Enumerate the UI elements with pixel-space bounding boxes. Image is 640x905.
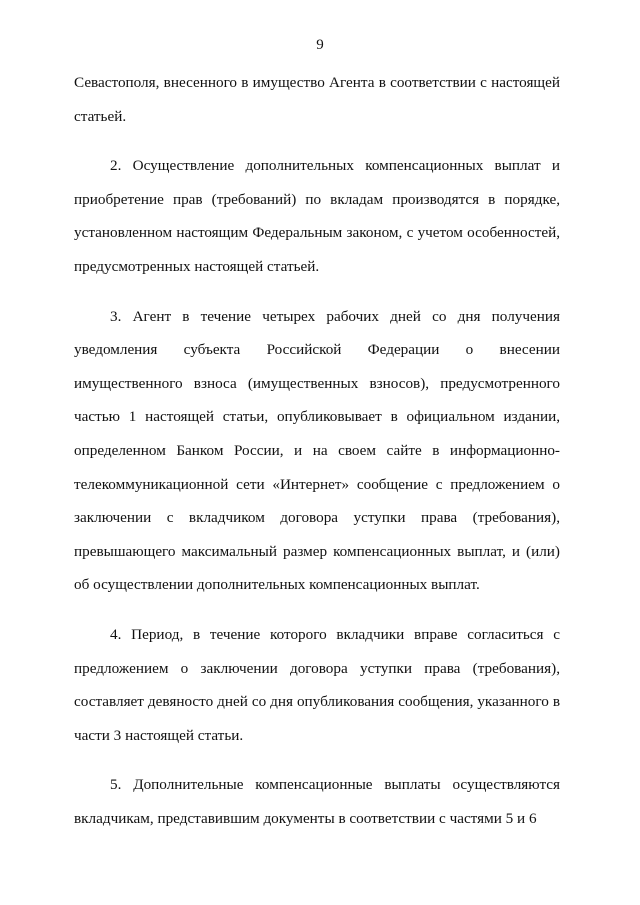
paragraph-2: 2. Осуществление дополнительных компенсационных выплат и приобретение прав (требований) по вкладам производятся в порядке, установленном настоящим Федеральным законом, с учетом особенностей, предусмотренных настоящей статьей.	[74, 157, 560, 275]
document-body	[74, 66, 560, 835]
paragraph-continuation: Севастополя, внесенного в имущество Агента в соответствии с настоящей статьей.	[74, 74, 560, 125]
page-number: 9	[316, 37, 324, 53]
paragraph-3: 3. Агент в течение четырех рабочих дней со дня получения уведомления субъекта Российской Федерации о внесении имущественного взноса (имущественных взносов), предусмотренного частью 1 настоящей статьи, опубликовывает в официальном издании, определенном Банком России, и на своем сайте в информационно-телекоммуникационной сети «Интернет» сообщение с предложением о заключении с вкладчиком договора уступки права (требования), превышающего максимальный размер компенсационных выплат, и (или) об осуществлении дополнительных компенсационных выплат.	[74, 307, 560, 594]
paragraph-5: 5. Дополнительные компенсационные выплаты осуществляются вкладчикам, представившим документы в соответствии с частями 5 и 6	[74, 776, 560, 827]
paragraph-4: 4. Период, в течение которого вкладчики вправе согласиться с предложением о заключении договора уступки права (требования), составляет девяносто дней со дня опубликования сообщения, указанного в части 3 настоящей статьи.	[74, 625, 560, 744]
